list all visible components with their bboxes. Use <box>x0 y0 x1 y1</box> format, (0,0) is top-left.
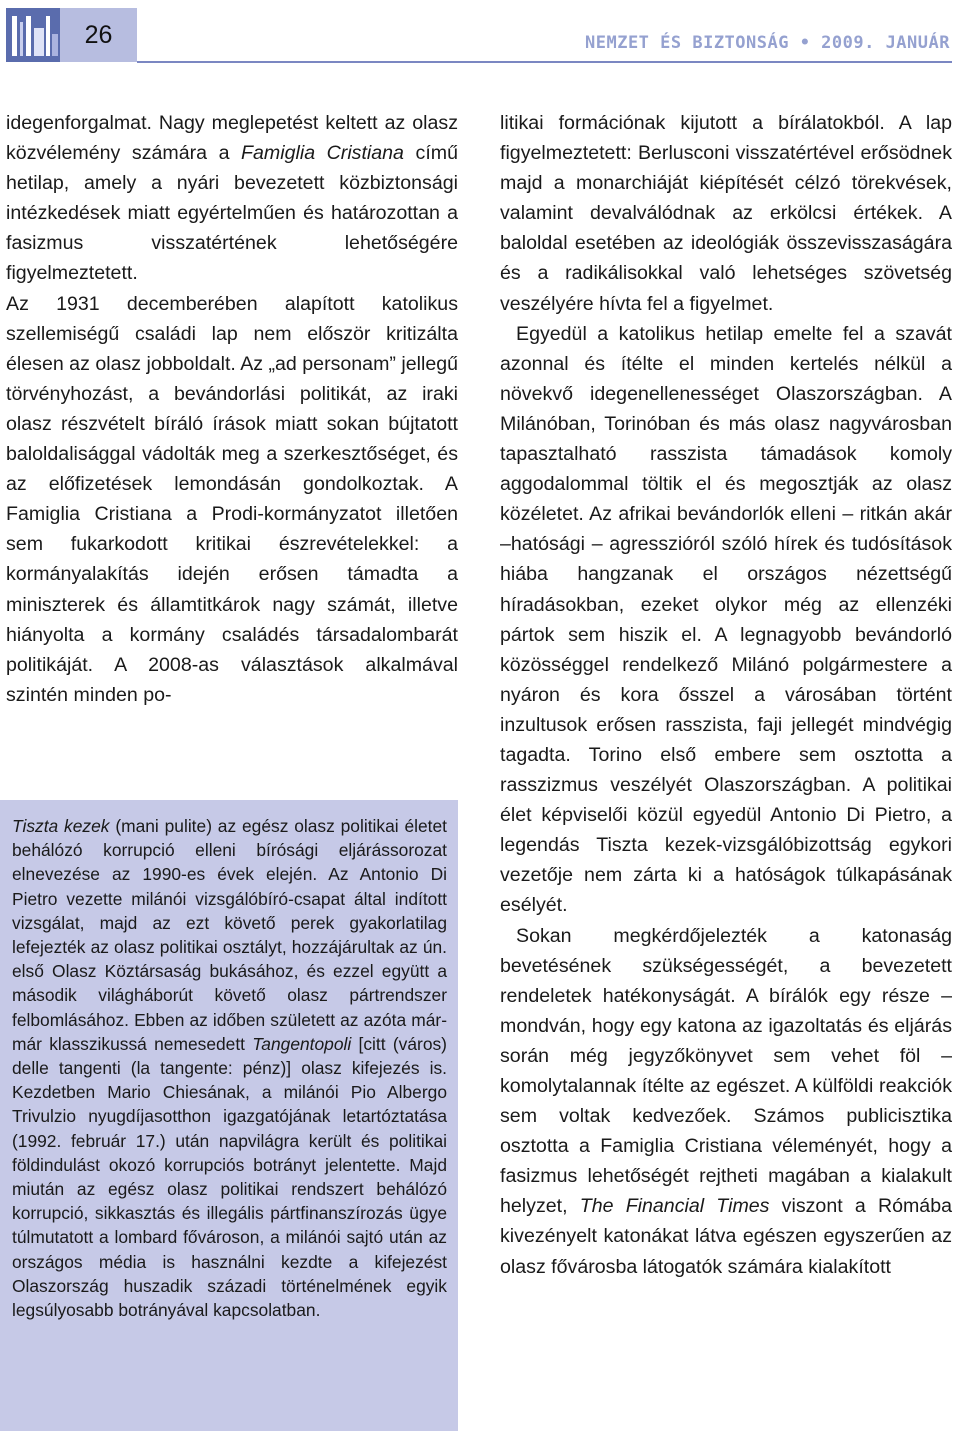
text-run: idegenforgalmat. Nagy meglepetést keltett az olasz közvélemény számára a <box>6 112 458 165</box>
italic-run: Tangentopoli <box>252 1033 352 1054</box>
italic-run: Tiszta kezek <box>12 816 110 836</box>
text-run: [citt (város) delle tangenti (la tangente: pénz)] olasz kifejezés is. Kezdetben Mario Chiesának, a milánói Pio Albergo Trivulzio nyugdíjasotthon igazgatójának letartóztatása (1992. február 17.) után napvilágra került és politikai földindulást okozó korrupciós botrányt jelentette. Majd miután az egész olasz politikai rendszert behálózó korrupció, sikkasztás és illegális pártfinanszírozás ügye túlmutatott a lombard fővároson, a milánói sajtó után az országos média is használni kezdte a kifejezést Olaszország huszadik századi történelmének egyik legsúlyosabb botrányával kapcsolatban. <box>12 1033 447 1321</box>
paragraph <box>6 108 458 289</box>
italic-run: The Financial Times <box>579 1195 770 1218</box>
sidebar-box <box>0 800 458 1431</box>
sidebar-paragraph <box>12 814 447 1322</box>
text-run: viszont a Rómába kivezényelt katonákat látva egészen egyszerűen az olasz fővárosba látogatók számára kialakított <box>500 1195 952 1278</box>
journal-title: NEMZET ÉS BIZTONSÁG • 2009. JANUÁR <box>585 33 950 53</box>
left-column <box>6 108 458 710</box>
paragraph <box>500 921 952 1282</box>
journal-logo <box>6 8 60 62</box>
right-column <box>500 108 952 1282</box>
page-number: 26 <box>60 8 137 62</box>
paragraph: Egyedül a katolikus hetilap emelte fel a szavát azonnal és ítélte el minden kertelés nélkül a növekvő idegenellenességet Olaszországban. A Milánóban, Torinóban és más olasz nagyvárosban tapasztalható rasszista támadások komoly aggodalommal töltik el és megosztják az olasz közéletet. Az afrikai bevándorlók elleni – ritkán akár –hatósági – agresszióról szóló hírek és tudósítások hiába hangzanak el országos nézettségű híradásokban, ezeket olykor még az ellenzéki pártok sem hiszik el. A legnagyobb bevándorló közösséggel rendelkező Milánó polgármestere a nyáron és kora ősszel a városában történt inzultusok erősen rasszista, faji jellegét mindvégig tagadta. Torino első embere sem osztotta a rasszizmus veszélyét Olaszországban. A politikai élet képviselői közül egyedül Antonio Di Pietro, a legendás Tiszta kezek-vizsgálóbizottság egykori vezetője nem zárta ki a hatóságok túlkapásának esélyét. <box>500 322 952 917</box>
italic-run: Famiglia Cristiana <box>241 142 404 165</box>
text-run: című hetilap, amely a nyári bevezetett közbiztonsági intézkedések miatt egyértelműen és határozottan a fasizmus visszatértének lehetőségére figyelmeztetett. <box>6 142 458 285</box>
text-run: Sokan megkérdőjelezték a katonaság bevetésének szükségességét, a bevezetett rendeletek hatékonyságát. A bírálók egy része – mondván, hogy egy katona az igazoltatás és eljárás során még jegyzőkönyvet sem vehet föl – komolytalannak ítélte az egészet. A külföldi reakciók sem voltak kedvezőek. Számos publicisztika osztotta a Famiglia Cristiana véleményét, hogy a fasizmus lehetőségét rejtheti magában a kialakult helyzet, <box>500 924 952 1218</box>
paragraph: Az 1931 decemberében alapított katolikus szellemiségű családi lap nem először kritizálta élesen az olasz jobboldalt. Az „ad personam” jellegű törvényhozást, a bevándorlási politikát, az iraki olasz részvételt bíráló írások miatt sokan bújtatott baloldalisággal vádolták meg a szerkesztőséget, és az előfizetések lemondásán gondolkoztak. A Famiglia Cristiana a Prodi-kormányzatot illetően sem fukarkodott kritikai észrevételekkel: a kormányalakítás idején erősen támadta a miniszterek és államtitkárok nagy számát, illetve hiányolta a kormány családés társadalombarát politikáját. A 2008-as választások alkalmával szintén minden po- <box>6 292 459 706</box>
paragraph: litikai formációnak kijutott a bírálatokból. A lap figyelmeztetett: Berlusconi visszatértével erősödnek majd a monarchiáját kiépítését célzó törekvések, valamint devalválódnak az erkölcsi értékek. A baloldal esetében az ideológiák összevisszaságára és a radikálisokkal való lehetséges szövetség veszélyére hívta fel a figyelmet. <box>500 112 952 315</box>
logo-mark-icon <box>6 8 60 62</box>
header-rule <box>137 61 952 63</box>
text-run: (mani pulite) az egész olasz politikai életet behálózó korrupció elleni bírósági eljárássorozat elnevezése az 1990-es évek elején. Az Antonio Di Pietro vezette milánói vizsgálóbíró-csapat által indított vizsgálat, majd az ezt követő perek gyakorlatilag lefejezték az olasz politikai osztályt, hozzájárultak az ún. első Olasz Köztársaság bukásához, és ezzel együtt a második világháborút követő olasz pártrendszer felbomlásához. Ebben az időben született az azóta már-már klasszikussá nemesedett <box>12 816 447 1054</box>
